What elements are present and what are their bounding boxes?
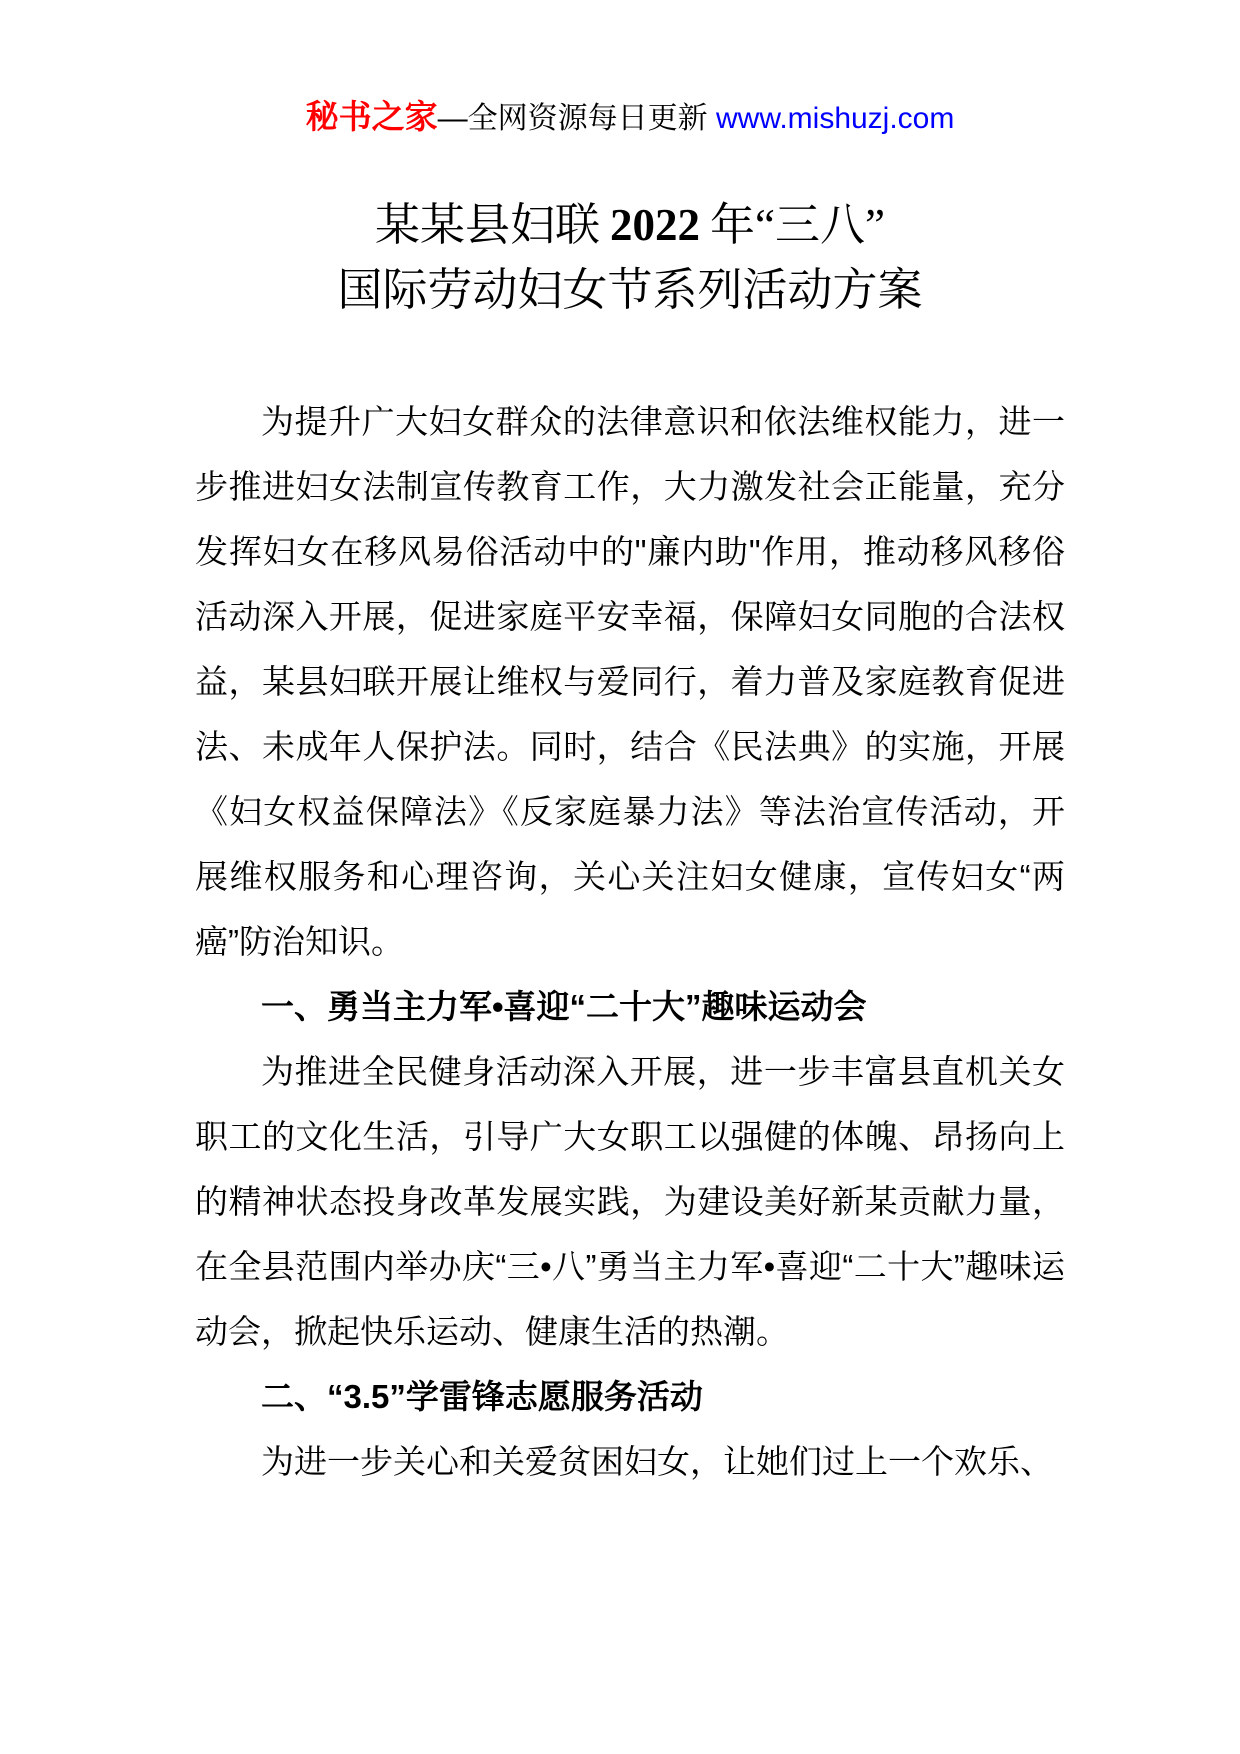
doc-title-line2: 国际劳动妇女节系列活动方案 (337, 265, 923, 315)
doc-title (195, 193, 1065, 323)
section-heading-1: 一、勇当主力军•喜迎“二十大”趣味运动会 (261, 988, 867, 1025)
doc-title-line1-suffix: 年“三八” (710, 200, 885, 250)
paragraph-section-1: 为推进全民健身活动深入开展，进一步丰富县直机关女职工的文化生活，引导广大女职工以强健的体魄、昂扬向上的精神状态投身改革发展实践，为建设美好新某贡献力量，在全县范围内举办庆“三•八”勇当主力军•喜迎“二十大”趣味运动会，掀起快乐运动、健康生活的热潮。 (195, 1053, 1065, 1350)
doc-body (195, 389, 1065, 1494)
doc-title-line1 (195, 193, 1065, 258)
paragraph-intro: 为提升广大妇女群众的法律意识和依法维权能力，进一步推进妇女法制宣传教育工作，大力激发社会正能量，充分发挥妇女在移风易俗活动中的"廉内助"作用，推动移风移俗活动深入开展，促进家庭平安幸福，保障妇女同胞的合法权益，某县妇联开展让维权与爱同行，着力普及家庭教育促进法、未成年人保护法。同时，结合《民法典》的实施，开展《妇女权益保障法》《反家庭暴力法》等法治宣传活动，开展维权服务和心理咨询，关心关注妇女健康，宣传妇女“两癌”防治知识。 (195, 403, 1065, 960)
site-name: 秘书之家 (305, 98, 438, 135)
doc-title-year: 2022 (610, 200, 701, 250)
paragraph-section-2: 为进一步关心和关爱贫困妇女，让她们过上一个欢乐、 (261, 1443, 1053, 1480)
section-heading-2: 二、“3.5”学雷锋志愿服务活动 (261, 1378, 703, 1415)
site-tagline: —全网资源每日更新 (437, 102, 716, 135)
doc-title-line1-prefix: 某某县妇联 (375, 200, 601, 250)
site-header (195, 95, 1065, 141)
site-url-link[interactable]: www.mishuzj.com (715, 102, 955, 135)
